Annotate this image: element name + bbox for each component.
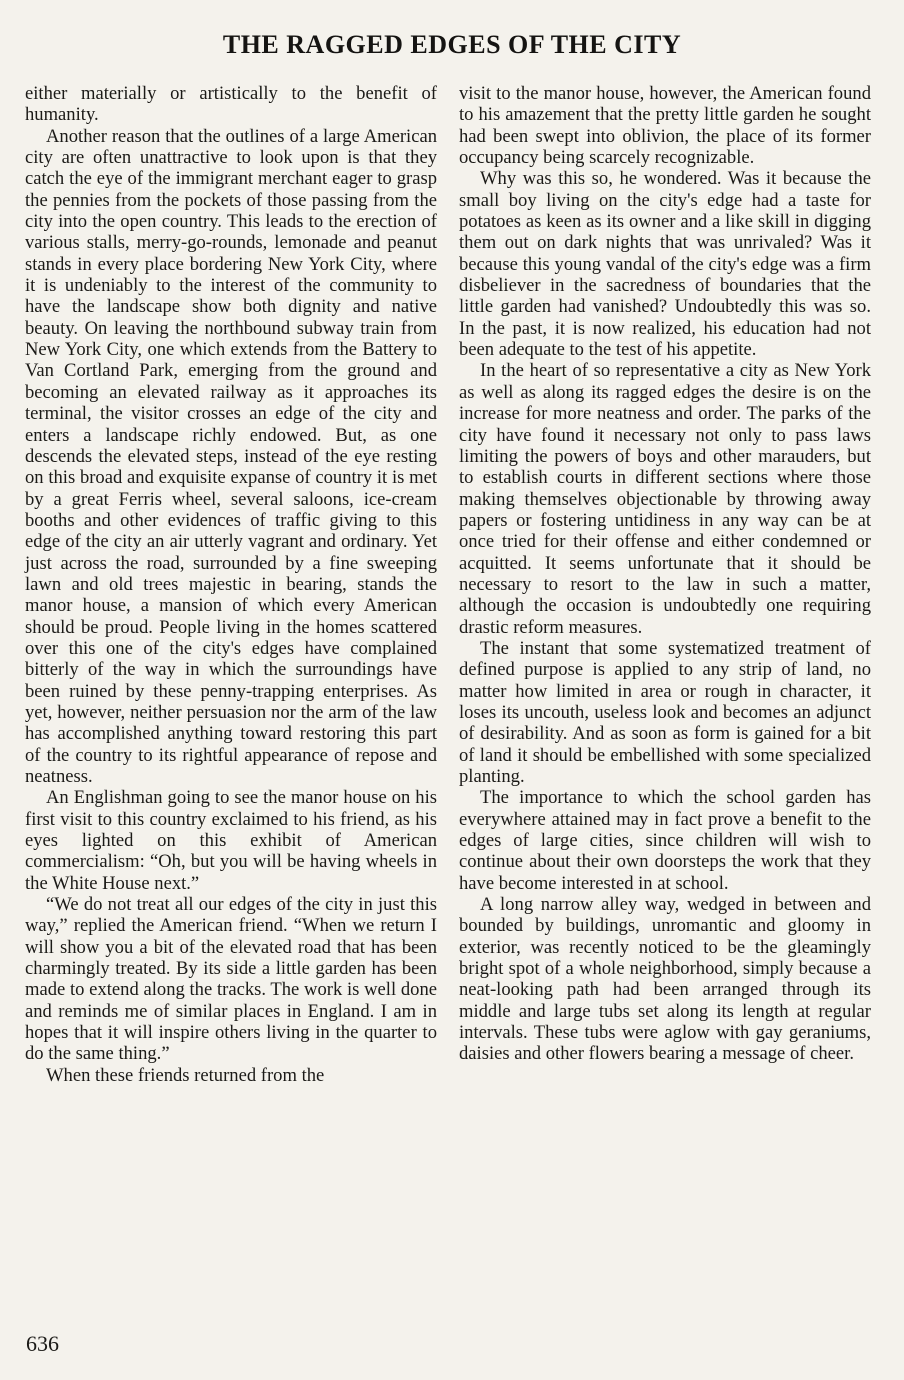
page-number: 636 (26, 1331, 59, 1356)
paragraph: The instant that some systematized treatment of defined purpose is applied to any strip of land, no matter how limited in area or rough in character, it loses its uncouth, useless look and becomes an adjunct of desirability. And as soon as form is gained for a bit of land it should be embellished with some specialized planting. (459, 637, 871, 787)
paragraph: either materially or artistically to the benefit of humanity. (25, 83, 437, 126)
paragraph: “We do not treat all our edges of the city in just this way,” replied the American friend. “When we return I will show you a bit of the elevated road that has been charmingly treated. By its side a little garden has been made to extend along the tracks. The work is well done and reminds me of similar places in England. I am in hopes that it will inspire others living in the quarter to do the same thing.” (25, 894, 437, 1065)
paragraph: A long narrow alley way, wedged in between and bounded by buildings, unromantic and gloomy in exterior, was recently noticed to be the gleamingly bright spot of a whole neighborhood, simply because a neat-looking path had been arranged through its middle and large tubs set along its length at regular intervals. These tubs were aglow with gay geraniums, daisies and other flowers bearing a message of cheer. (459, 894, 871, 1065)
paragraph: When these friends returned from the (46, 1064, 325, 1086)
paragraph: In the heart of so representative a city as New York as well as along its ragged edges the desire is on the increase for more neatness and order. The parks of the city have found it necessary not only to pass laws limiting the powers of boys and other marauders, but to establish courts in different sections where those making themselves objectionable by throwing away papers or fostering untidiness in any way can be at once tried for their offense and either condemned or acquitted. It seems unfortunate that it should be necessary to resort to the law in such a matter, although the occasion is undoubtedly one requiring drastic reform measures. (459, 360, 871, 638)
right-column (459, 83, 871, 1065)
left-column (25, 83, 437, 1086)
paragraph: The importance to which the school garden has everywhere attained may in fact prove a benefit to the edges of large cities, since children will wish to continue about their own doorsteps the work that they have become interested in at school. (459, 787, 871, 894)
page-title: THE RAGGED EDGES OF THE CITY (222, 30, 682, 59)
paragraph: visit to the manor house, however, the American found to his amazement that the pretty little garden he sought had been swept into oblivion, the place of its former occupancy being scarcely recognizable. (459, 83, 871, 169)
paragraph: An Englishman going to see the manor house on his first visit to this country exclaimed to his friend, as his eyes lighted on this exhibit of American commercialism: “Oh, but you will be having wheels in the White House next.” (25, 787, 437, 894)
paragraph: Another reason that the outlines of a large American city are often unattractive to look upon is that they catch the eye of the immigrant merchant eager to grasp the pennies from the pockets of those passing from the city into the open country. This leads to the erection of various stalls, merry-go-rounds, lemonade and peanut stands in every place bordering New York City, where it is undeniably to the interest of the community to have the landscape show both dignity and native beauty. On leaving the northbound subway train from New York City, one which extends from the Battery to Van Cortland Park, emerging from the ground and becoming an elevated railway as it approaches its terminal, the visitor crosses an edge of the city and enters a landscape richly endowed. But, as one descends the elevated steps, instead of the eye resting on this broad and exquisite expanse of country it is met by a great Ferris wheel, several saloons, ice-cream booths and other evidences of traffic giving to this edge of the city an air utterly vagrant and ordinary. Yet just across the road, surrounded by a fine sweeping lawn and old trees majestic in bearing, stands the manor house, a mansion of which every American should be proud. People living in the homes scattered over this one of the city's edges have complained bitterly of the way in which the surroundings have been ruined by these penny-trapping enterprises. As yet, however, neither persuasion nor the arm of the law has accomplished anything toward restoring this part of the country to its rightful appearance of repose and neatness. (25, 125, 437, 787)
paragraph: Why was this so, he wondered. Was it because the small boy living on the city's edge had a taste for potatoes as keen as its owner and a like skill in digging them out on dark nights that was unrivaled? Was it because this young vandal of the city's edge was a firm disbeliever in the sacredness of boundaries that the little garden had vanished? Undoubtedly this was so. In the past, it is now realized, his education had not been adequate to the test of his appetite. (459, 168, 871, 361)
